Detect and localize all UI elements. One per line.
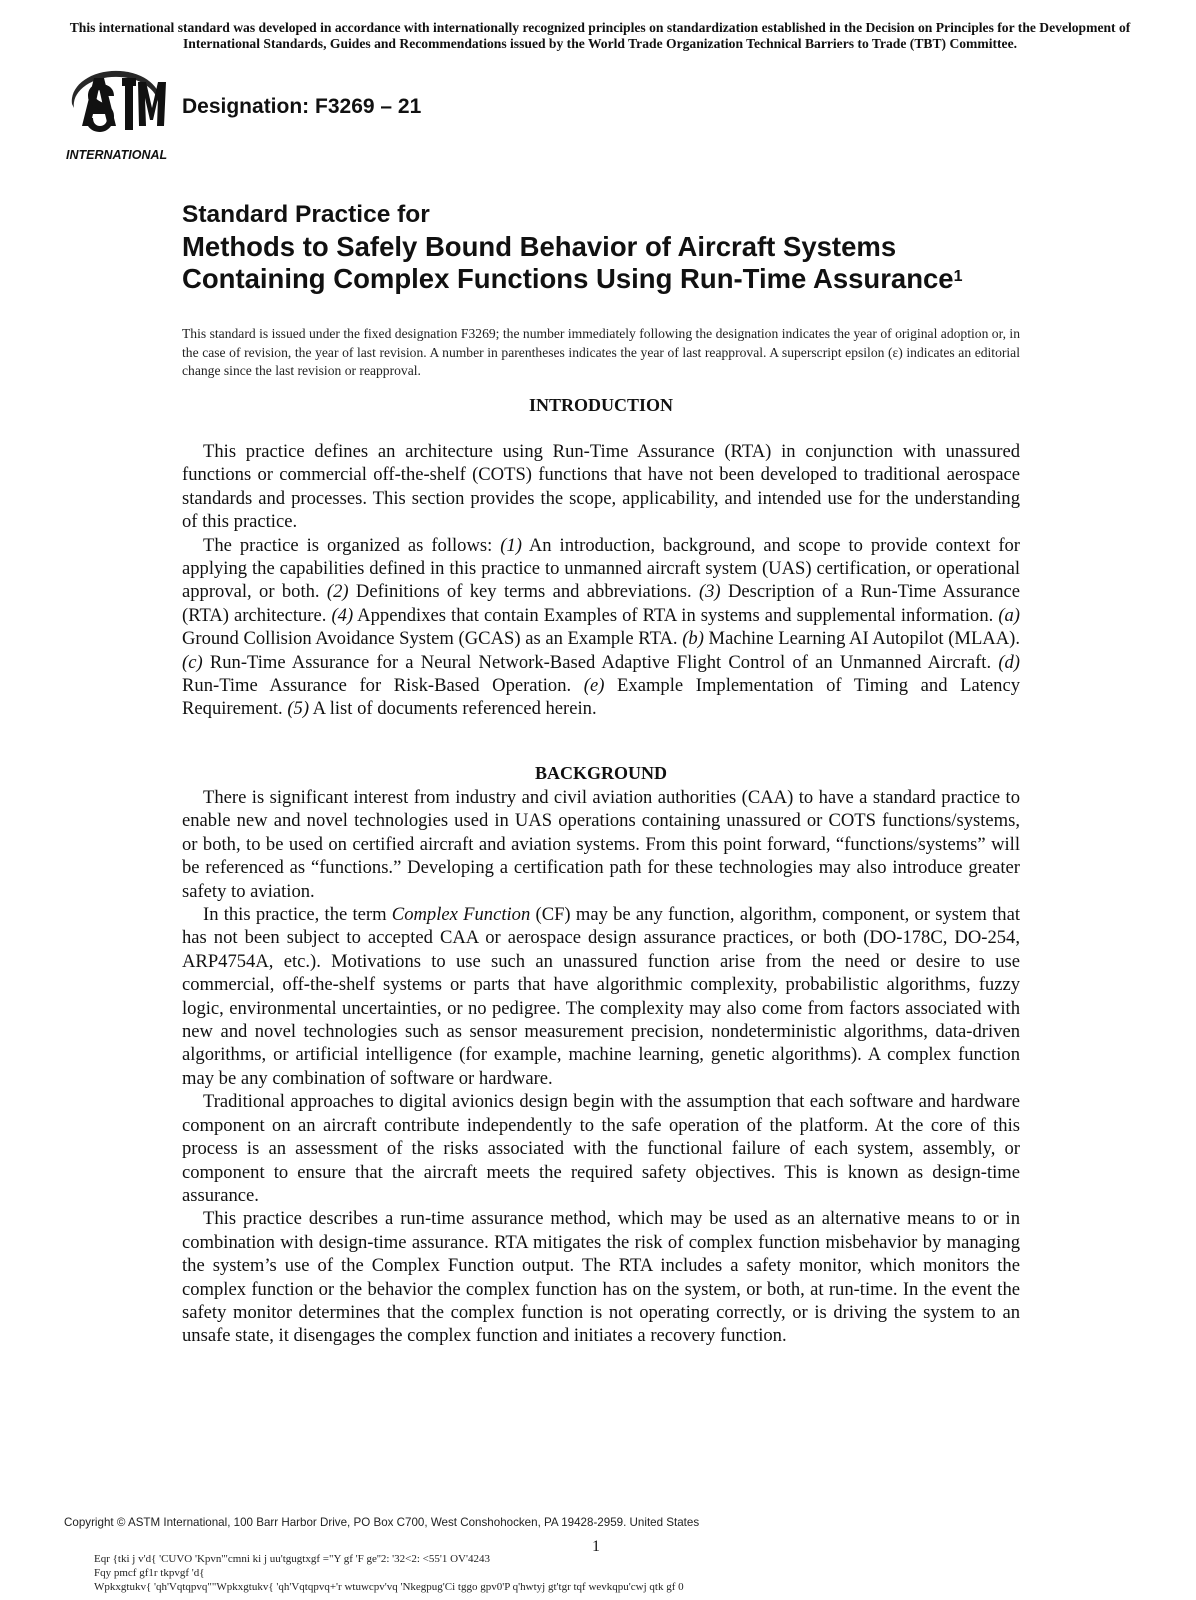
text-run: Machine Learning AI Autopilot (MLAA). [703,628,1020,650]
logo-text: INTERNATIONAL [66,148,168,162]
list-marker: (3) [698,581,721,603]
text-run: Definitions of key terms and abbreviations. [348,581,699,603]
list-marker: (c) [182,651,203,673]
text-run: Example Implementation of Timing and Latency Requirement. [182,675,1021,720]
stamp-line-2: Fqy pmcf gf1r tkpvgf 'd{ [94,1567,205,1579]
text-run: The practice is organized as follows: [203,534,501,556]
text-run: Appendixes that contain Examples of RTA in systems and supplemental information. [353,604,999,626]
introduction-heading: INTRODUCTION [528,395,674,415]
introduction-body [182,440,1020,721]
title-footnote-mark: 1 [953,268,963,285]
text-run: Description of a Run-Time Assurance (RTA) architecture. [182,581,1020,626]
list-marker: (2) [326,581,349,603]
document-title [182,199,1062,295]
background-paragraph-2 [182,903,1020,1090]
text-run: Run-Time Assurance for a Neural Network-Based Adaptive Flight Control of an Unmanned Aircraft. [202,651,999,673]
list-marker: (5) [287,698,310,720]
text-run: Run-Time Assurance for Risk-Based Operation. [182,675,584,697]
list-marker: (a) [998,604,1020,626]
astm-logo [64,68,168,164]
title-line-2: Methods to Safely Bound Behavior of Aircraft Systems [182,231,897,262]
stamp-line-3: Wpkxgtukv{ 'qh'Vqtqpvq""Wpkxgtukv{ 'qh'Vqtqpvq+'r wtuwcpv'vq 'Nkegpug'Ci tggo gpv0'P q'hwtyj gt'tgr tqf wevkqpu'cwj qtk gf 0 [94,1581,684,1593]
list-marker: (d) [998,651,1020,673]
title-line-3-text: Containing Complex Functions Using Run-Time Assurance [182,263,954,294]
background-heading: BACKGROUND [534,763,667,783]
page-number: 1 [592,1538,600,1555]
text-run: In this practice, the term [203,904,392,926]
background-body [182,786,1020,1348]
text-run: Ground Collision Avoidance System (GCAS) as an Example RTA. [182,628,683,650]
text-run: (CF) may be any function, algorithm, component, or system that has not been subject to accepted CAA or aerospace design assurance practices, or both (DO-178C, DO-254, ARP4754A, etc.). Motivations to use such an unassured function arise from the need or desire to use commercial, off-the-shelf systems or parts that have algorithmic complexity, probabilistic algorithms, fuzzy logic, environmental uncertainties, or no pedigree. The complexity may also come from factors associated with new and novel technologies such as sensor measurement precision, nondeterministic algorithms, data-driven algorithms, or artificial intelligence (for example, machine learning, genetic algorithms). A complex function may be any combination of software or hardware. [182,904,1020,1089]
intro-paragraph-1: This practice defines an architecture using Run-Time Assurance (RTA) in conjunction with unassured functions or commercial off-the-shelf (COTS) functions that have not been developed to traditional aerospace standards and processes. This section provides the scope, applicability, and intended use for the understanding of this practice. [182,441,1020,533]
emphasis-term: Complex Function [391,904,531,926]
title-line-1: Standard Practice for [182,201,430,228]
list-marker: (b) [682,628,704,650]
background-paragraph-1: There is significant interest from industry and civil aviation authorities (CAA) to have a standard practice to enable new and novel technologies used in UAS operations containing unassured or COTS functions/systems, or both, to be used on certified aircraft and aviation systems. From this point forward, “functions/systems” will be referenced as “functions.” Developing a certification path for these technologies may also introduce greater safety to aviation. [182,787,1020,902]
copyright-line: Copyright © ASTM International, 100 Barr Harbor Drive, PO Box C700, West Conshohocken, PA 19428-2959. United States [64,1516,700,1529]
list-marker: (1) [500,534,522,556]
text-run: A list of documents referenced herein. [309,698,597,720]
download-stamp [94,1552,684,1594]
astm-international-logo-icon [64,68,168,164]
background-paragraph-4: This practice describes a run-time assurance method, which may be used as an alternative means to or in combination with design-time assurance. RTA mitigates the risk of complex function misbehavior by managing the system’s use of the Complex Function output. The RTA includes a safety monitor, which monitors the complex function or the behavior the complex function has on the system, or both, at run-time. In the event the safety monitor determines that the complex function is not operating correctly, or is driving the system to an unsafe state, it disengages the complex function and initiates a recovery function. [182,1208,1020,1347]
issued-note: This standard is issued under the fixed designation F3269; the number immediately following the designation indicates the year of original adoption or, in the case of revision, the year of last revision. A number in parentheses indicates the year of last reapproval. A superscript epsilon (ε) indicates an editorial change since the last revision or reapproval. [182,326,1020,378]
wto-notice: This international standard was developed in accordance with internationally recognized principles on standardization established in the Decision on Principles for the Development of International Standards, Guides and Recommendations issued by the World Trade Organization Technical Barriers to Trade (TBT) Committee. [69,20,1131,51]
list-marker: (4) [331,604,354,626]
text-run: An introduction, background, and scope to provide context for applying the capabilities defined in this practice to unmanned aircraft system (UAS) certification, or operational approval, or both. [182,534,1020,603]
stamp-line-1: Eqr {tki j v'd{ 'CUVO 'Kpvn'"cmni ki j uu'tgugtxgf ="Y gf 'F ge''2: '32<2: <55'1 OV'4243 [94,1553,490,1565]
designation: Designation: F3269 – 21 [182,95,422,118]
background-paragraph-3: Traditional approaches to digital avionics design begin with the assumption that each software and hardware component on an aircraft contribute independently to the safe operation of the platform. At the core of this process is an assessment of the risks associated with the functional failure of each system, assembly, or component to ensure that the aircraft meets the required safety objectives. This is known as design-time assurance. [182,1091,1020,1206]
intro-paragraph-2 [182,534,1020,721]
list-marker: (e) [583,675,605,697]
title-line-3 [182,263,1062,295]
